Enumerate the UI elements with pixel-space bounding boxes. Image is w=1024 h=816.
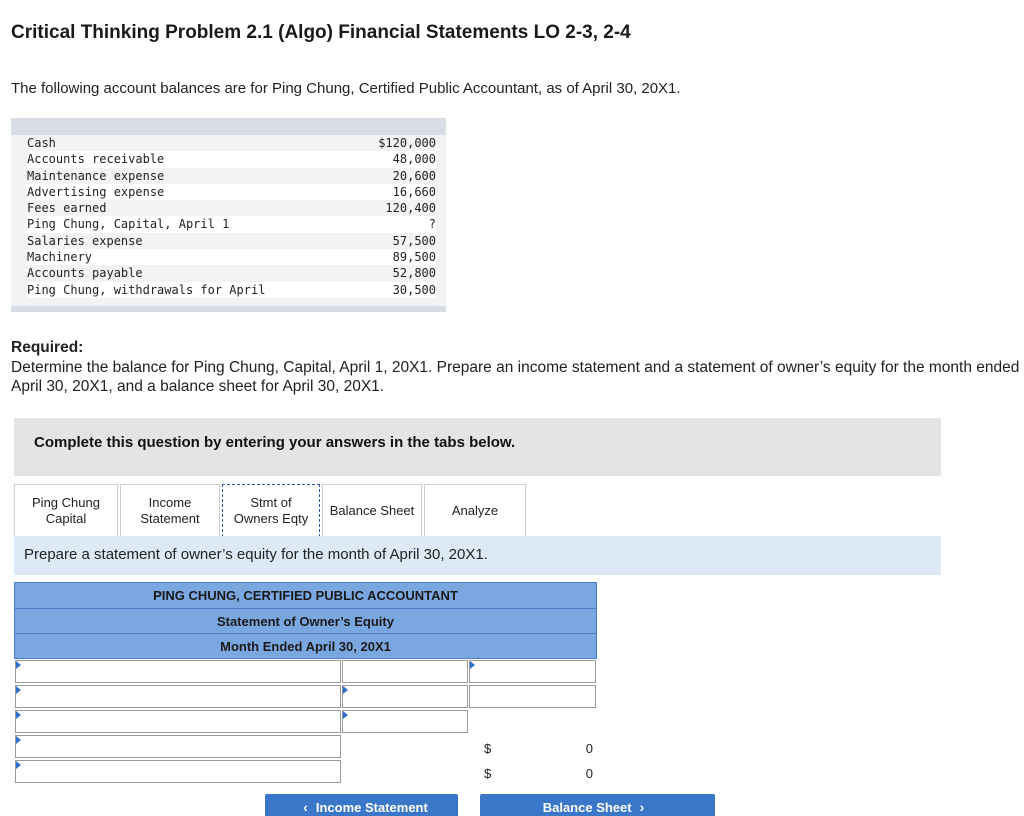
label-input[interactable] (15, 760, 341, 783)
tab-label-line2: Capital (45, 510, 87, 526)
ending-total-value: 0 (585, 766, 593, 781)
account-name: Advertising expense (27, 184, 165, 199)
table-row (14, 759, 597, 784)
account-name: Ping Chung, withdrawals for April (27, 282, 266, 297)
prev-button-label: Income Statement (315, 799, 428, 815)
dropdown-marker-icon (16, 711, 21, 719)
currency-symbol: $ (484, 741, 492, 756)
account-name: Machinery (27, 250, 93, 265)
next-balance-sheet-button[interactable] (480, 794, 715, 816)
tab-income-statement[interactable] (120, 484, 220, 536)
statement-period: Month Ended April 30, 20X1 (14, 633, 597, 658)
table-row (27, 282, 436, 298)
table-row (27, 168, 436, 184)
dropdown-marker-icon (16, 736, 21, 744)
amount-input-col1[interactable] (342, 660, 468, 683)
label-input[interactable] (15, 710, 341, 733)
account-name: Accounts receivable (27, 152, 165, 167)
ending-total-cell (469, 760, 596, 783)
statement-title: Statement of Owner’s Equity (14, 608, 597, 633)
tab-analyze[interactable] (424, 484, 526, 536)
table-row (14, 684, 597, 709)
table-row (27, 200, 436, 216)
table-row (27, 151, 436, 167)
table-row (27, 216, 436, 232)
owners-equity-statement (14, 582, 597, 784)
chevron-left-icon: ‹ (303, 799, 308, 815)
total-value: 0 (585, 741, 593, 756)
amount-input-col2[interactable] (469, 660, 596, 683)
tab-label-line1: Income (148, 494, 192, 510)
account-name: Accounts payable (27, 266, 143, 281)
table-row (14, 659, 597, 684)
table-header-bar (11, 118, 446, 135)
table-row (27, 184, 436, 200)
account-name: Fees earned (27, 201, 107, 216)
dropdown-marker-icon (343, 686, 348, 694)
required-text: Determine the balance for Ping Chung, Capital, April 1, 20X1. Prepare an income statement and a statement of owner’s equity for the month ended April 30, 20X1, and a balance sheet for April 30, 20X1. (11, 359, 1020, 395)
account-name: Maintenance expense (27, 168, 165, 183)
account-amount: 16,660 (392, 184, 436, 199)
dropdown-marker-icon (16, 761, 21, 769)
empty-cell (342, 735, 468, 758)
account-name: Ping Chung, Capital, April 1 (27, 217, 230, 232)
account-amount: 20,600 (392, 168, 436, 183)
tab-label-line1: Stmt of (250, 495, 292, 510)
statement-company-name: PING CHUNG, CERTIFIED PUBLIC ACCOUNTANT (14, 582, 597, 608)
label-input[interactable] (15, 735, 341, 758)
table-footer-bar (11, 306, 446, 312)
prev-income-statement-button[interactable] (265, 794, 458, 816)
tab-label-line2: Owners Eqty (233, 511, 309, 526)
dropdown-marker-icon (16, 661, 21, 669)
required-heading: Required: (11, 339, 84, 356)
amount-input-col1[interactable] (342, 685, 468, 708)
account-amount: 48,000 (392, 152, 436, 167)
tab-stmt-owners-equity[interactable] (222, 484, 320, 537)
table-row (27, 135, 436, 151)
empty-cell (469, 710, 596, 733)
total-cell (469, 735, 596, 758)
account-name: Salaries expense (27, 233, 143, 248)
account-name: Cash (27, 136, 56, 150)
tab-label-line1: Ping Chung (32, 494, 100, 510)
tab-balance-sheet[interactable] (322, 484, 422, 536)
currency-symbol: $ (484, 766, 492, 781)
table-row (27, 233, 436, 249)
dropdown-marker-icon (16, 686, 21, 694)
tab-label: Analyze (451, 502, 499, 518)
account-amount: ? (428, 217, 436, 232)
account-amount: 89,500 (392, 250, 436, 265)
intro-text: The following account balances are for Ping Chung, Certified Public Accountant, as of April 30, 20X1. (11, 80, 681, 97)
account-amount: 30,500 (392, 282, 436, 297)
account-balances-table (11, 118, 446, 312)
account-amount: 52,800 (392, 266, 436, 281)
table-row (14, 734, 597, 759)
account-amount: 120,400 (385, 201, 436, 216)
dropdown-marker-icon (470, 661, 475, 669)
empty-cell (342, 760, 468, 783)
tab-instruction-text: Prepare a statement of owner’s equity for the month of April 30, 20X1. (24, 546, 488, 563)
tab-instruction-bar (14, 536, 941, 575)
next-button-label: Balance Sheet (542, 799, 632, 815)
tab-label-line2: Statement (140, 510, 200, 526)
statement-grid (14, 658, 597, 784)
amount-input-col2[interactable] (469, 685, 596, 708)
table-row (14, 709, 597, 734)
instructions-banner (14, 418, 941, 476)
table-row (27, 249, 436, 265)
page-title: Critical Thinking Problem 2.1 (Algo) Financial Statements LO 2-3, 2-4 (11, 22, 631, 43)
answer-tabs (14, 484, 528, 536)
complete-question-text: Complete this question by entering your answers in the tabs below. (34, 434, 516, 451)
dropdown-marker-icon (343, 711, 348, 719)
chevron-right-icon: › (639, 799, 645, 815)
account-amount: $120,000 (378, 136, 436, 150)
amount-input-col1[interactable] (342, 710, 468, 733)
account-amount: 57,500 (392, 233, 436, 248)
tab-ping-chung-capital[interactable] (14, 484, 118, 536)
label-input[interactable] (15, 685, 341, 708)
label-input[interactable] (15, 660, 341, 683)
tab-label: Balance Sheet (329, 502, 415, 518)
account-list (27, 135, 436, 298)
table-row (27, 265, 436, 281)
